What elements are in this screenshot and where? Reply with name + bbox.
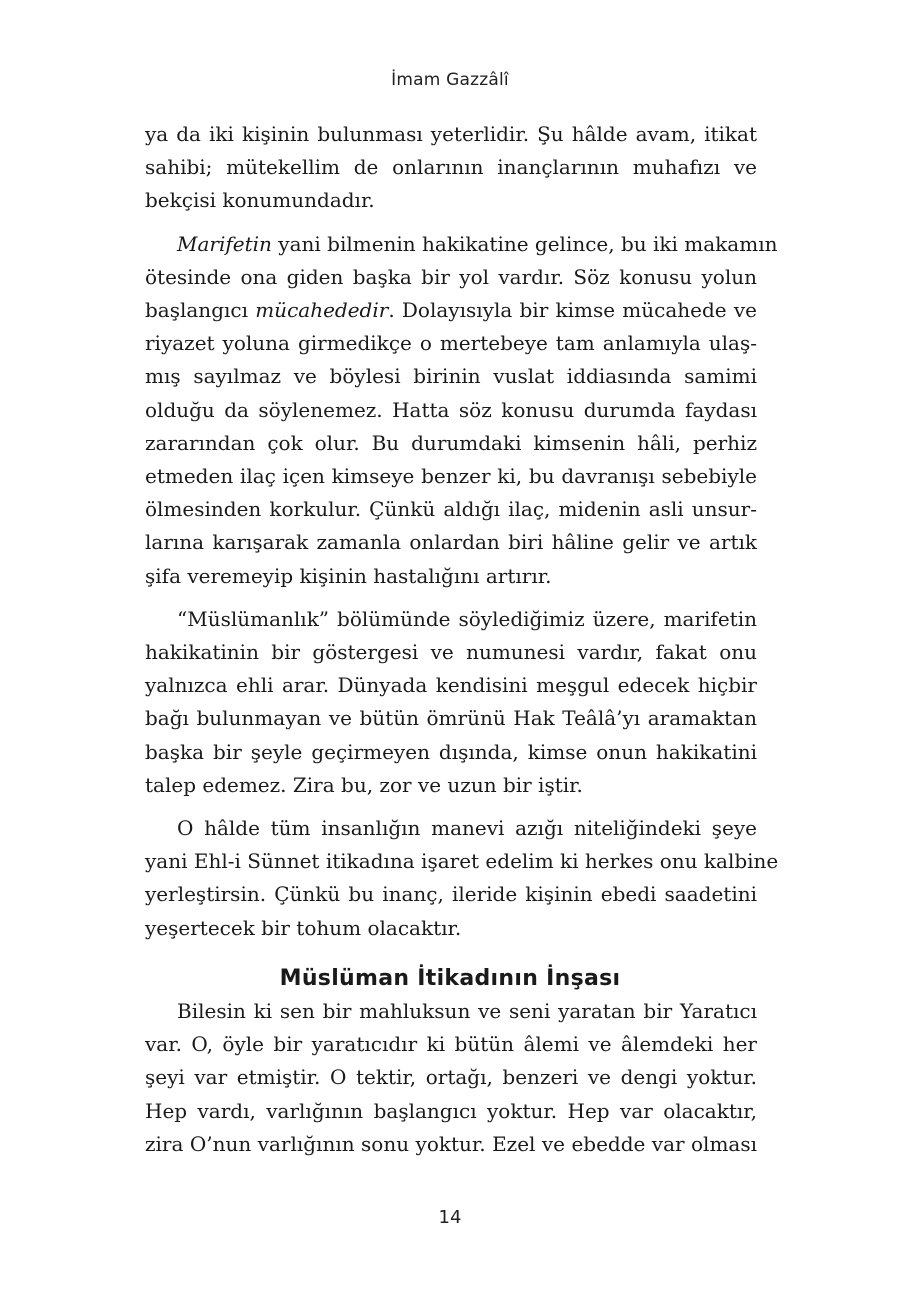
text-line: olduğu da söylenemez. Hatta söz konusu durumda faydası (145, 397, 757, 422)
text-line: var. O, öyle bir yaratıcıdır ki bütün âlemi ve âlemdeki her (145, 1032, 757, 1057)
text-line: Hep vardı, varlığının başlangıcı yoktur. Hep var olacaktır, (145, 1098, 757, 1123)
main-body-text (145, 118, 779, 955)
text-line: yani Ehl-i Sünnet itikadına işaret edelim ki herkes onu kalbine (145, 849, 779, 874)
paragraph (145, 603, 757, 802)
text-line: zararından çok olur. Bu durumdaki kimsenin hâli, perhiz (145, 430, 757, 455)
section-heading: Müslüman İtikadının İnşası (279, 966, 621, 991)
section-body-text (145, 995, 757, 1171)
text-line: Marifetin yani bilmenin hakikatine gelince, bu iki makamın (177, 231, 778, 256)
text-line: yalnızca ehli arar. Dünyada kendisini meşgul edecek hiçbir (145, 673, 757, 698)
text-line: etmeden ilaç içen kimseye benzer ki, bu davranışı sebebiyle (145, 464, 757, 489)
paragraph (145, 995, 757, 1161)
text-line: bağı bulunmayan ve bütün ömrünü Hak Teâlâ’yı aramaktan (145, 706, 757, 731)
text-line: yeşertecek bir tohum olacaktır. (145, 915, 462, 940)
paragraph (145, 812, 779, 945)
text-line: ölmesinden korkulur. Çünkü aldığı ilaç, midenin asli unsur- (145, 497, 757, 522)
paragraph (145, 228, 778, 593)
text-line: başlangıcı mücahededir. Dolayısıyla bir kimse mücahede ve (145, 298, 757, 323)
italic-term: Marifetin (177, 231, 272, 256)
text-line: yerleştirsin. Çünkü bu inanç, ileride kişinin ebedi saadetini (145, 882, 757, 907)
text-line: ötesinde ona giden başka bir yol vardır. Söz konusu yolun (145, 264, 757, 289)
text-line: larına karışarak zamanla onlardan biri hâline gelir ve artık (145, 530, 757, 555)
text-line: şifa veremeyip kişinin hastalığını artırır. (145, 563, 552, 588)
italic-term: mücahededir (255, 298, 389, 323)
running-header-title: İmam Gazzâlî (391, 70, 509, 90)
text-line: hakikatinin bir göstergesi ve numunesi vardır, fakat onu (145, 640, 757, 665)
text-line: başka bir şeyle geçirmeyen dışında, kimse onun hakikatini (145, 739, 757, 764)
text-line: bekçisi konumundadır. (145, 188, 375, 213)
page-number: 14 (438, 1207, 462, 1228)
text-line: O hâlde tüm insanlığın manevi azığı niteliğindeki şeye (177, 816, 757, 841)
text-line: riyazet yoluna girmedikçe o mertebeye tam anlamıyla ulaş- (145, 331, 757, 356)
text-line: zira O’nun varlığının sonu yoktur. Ezel ve ebedde var olması (145, 1131, 757, 1156)
text-line: şeyi var etmiştir. O tektir, ortağı, benzeri ve dengi yoktur. (145, 1065, 757, 1090)
text-line: talep edemez. Zira bu, zor ve uzun bir iştir. (145, 772, 583, 797)
text-line: sahibi; mütekellim de onlarının inançlarının muhafızı ve (145, 155, 757, 180)
paragraph (145, 118, 757, 218)
text-line: “Müslümanlık” bölümünde söylediğimiz üzere, marifetin (177, 606, 757, 631)
text-line: mış sayılmaz ve böylesi birinin vuslat iddiasında samimi (145, 364, 757, 389)
text-line: ya da iki kişinin bulunması yeterlidir. Şu hâlde avam, itikat (145, 122, 757, 146)
text-line: Bilesin ki sen bir mahluksun ve seni yaratan bir Yaratıcı (177, 999, 757, 1023)
